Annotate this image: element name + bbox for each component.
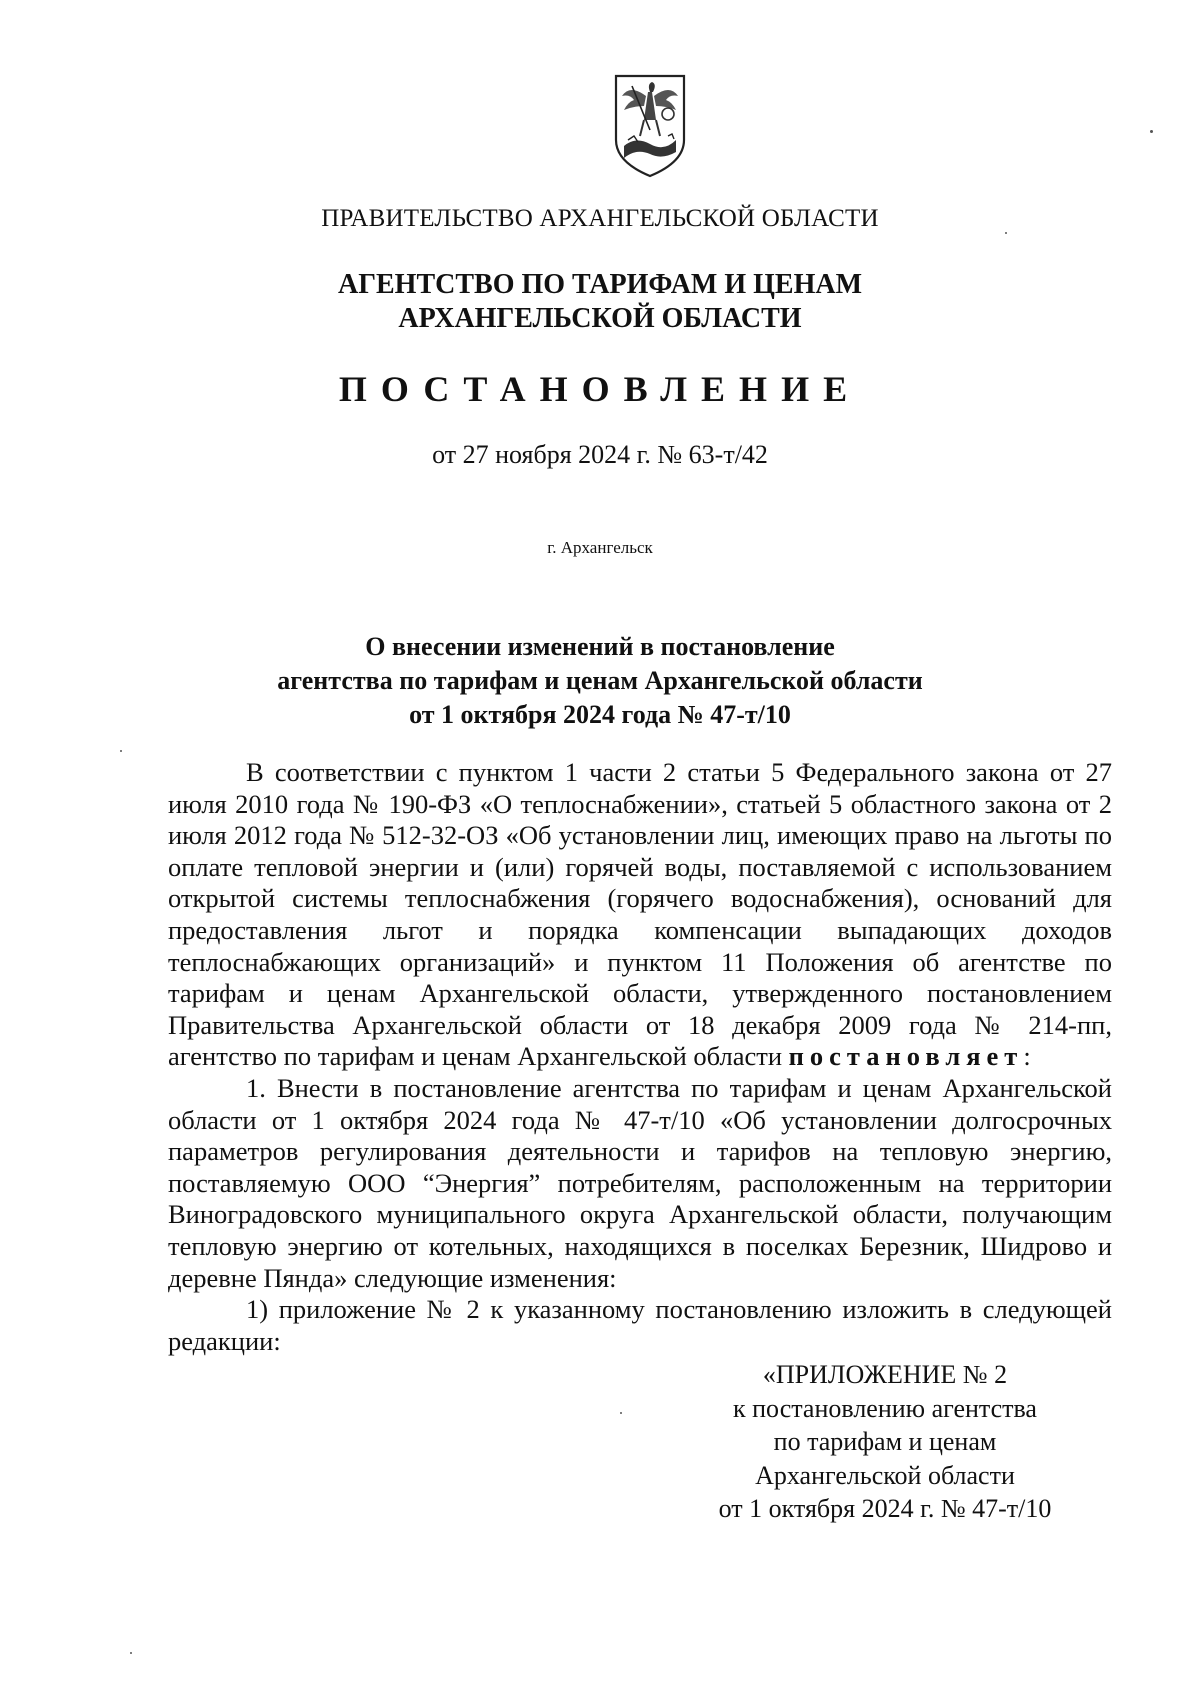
resolution-keyword: постановляет [788, 1041, 1024, 1072]
city-name: г. Архангельск [547, 538, 653, 557]
subject-line1: О внесении изменений в постановление [365, 632, 835, 661]
appendix-line3: по тарифам и ценам [773, 1427, 997, 1456]
preamble-text: В соответствии с пунктом 1 части 2 статьи 5 Федерального закона от 27 июля 2010 года № 190-ФЗ «О теплоснабжении», статьей 5 областного закона от 2 июля 2012 года № 512-32-ОЗ «Об установлении лиц, имеющих право на льготы по оплате тепловой энергии и (или) горячей воды, поставляемой с использованием открытой системы теплоснабжения (горячего водоснабжения), оснований для предоставления льгот и порядка компенсации выпадающих доходов теплоснабжающих организаций» и пунктом 11 Положения об агентстве по тарифам и ценам Архангельской области, утвержденного постановлением Правительства Архангельской области от 18 декабря 2009 года № 214-пп, агентство по тарифам и ценам Архангельской области [168, 757, 1112, 1072]
preamble-end: : [1023, 1041, 1031, 1072]
scan-speck [1005, 232, 1007, 234]
agency-name-line2: АРХАНГЕЛЬСКОЙ ОБЛАСТИ [398, 303, 802, 334]
appendix-line4: Архангельской области [755, 1460, 1015, 1490]
subject-line3: от 1 октября 2024 года № 47-т/10 [409, 700, 791, 729]
document-type-title: ПОСТАНОВЛЕНИЕ [338, 369, 862, 409]
document-number-date: от 27 ноября 2024 г. № 63-т/42 [432, 440, 768, 469]
appendix-line1: «ПРИЛОЖЕНИЕ № 2 [762, 1360, 1008, 1389]
government-name: ПРАВИТЕЛЬСТВО АРХАНГЕЛЬСКОЙ ОБЛАСТИ [321, 205, 879, 232]
agency-name [0, 268, 1200, 336]
agency-name-line1: АГЕНТСТВО ПО ТАРИФАМ И ЦЕНАМ [337, 269, 863, 300]
scan-speck [620, 1412, 622, 1414]
document-body [168, 757, 1112, 1357]
scan-speck [120, 750, 122, 752]
appendix-line2: к постановлению агентства [733, 1393, 1037, 1423]
subject-line2: агентства по тарифам и ценам Архангельской области [277, 666, 923, 695]
scan-speck [130, 1652, 132, 1654]
appendix-header [660, 1358, 1110, 1526]
scan-speck [1150, 130, 1153, 133]
body-paragraph-subitem-1: 1) приложение № 2 к указанному постановлению изложить в следующей редакции: [168, 1294, 1112, 1356]
document-subject [0, 630, 1200, 732]
coat-of-arms-emblem [610, 70, 690, 180]
body-paragraph-item-1: 1. Внести в постановление агентства по тарифам и ценам Архангельской области от 1 октября 2024 года № 47-т/10 «Об установлении долгосрочных параметров регулирования деятельности и тарифов на тепловую энергию, поставляемую ООО “Энергия” потребителям, расположенным на территории Виноградовского муниципального округа Архангельской области, получающим тепловую энергию от котельных, находящихся в поселках Березник, Шидрово и деревне Пянда» следующие изменения: [168, 1072, 1112, 1293]
body-paragraph-preamble [168, 757, 1112, 1073]
appendix-line5: от 1 октября 2024 г. № 47-т/10 [718, 1494, 1052, 1523]
